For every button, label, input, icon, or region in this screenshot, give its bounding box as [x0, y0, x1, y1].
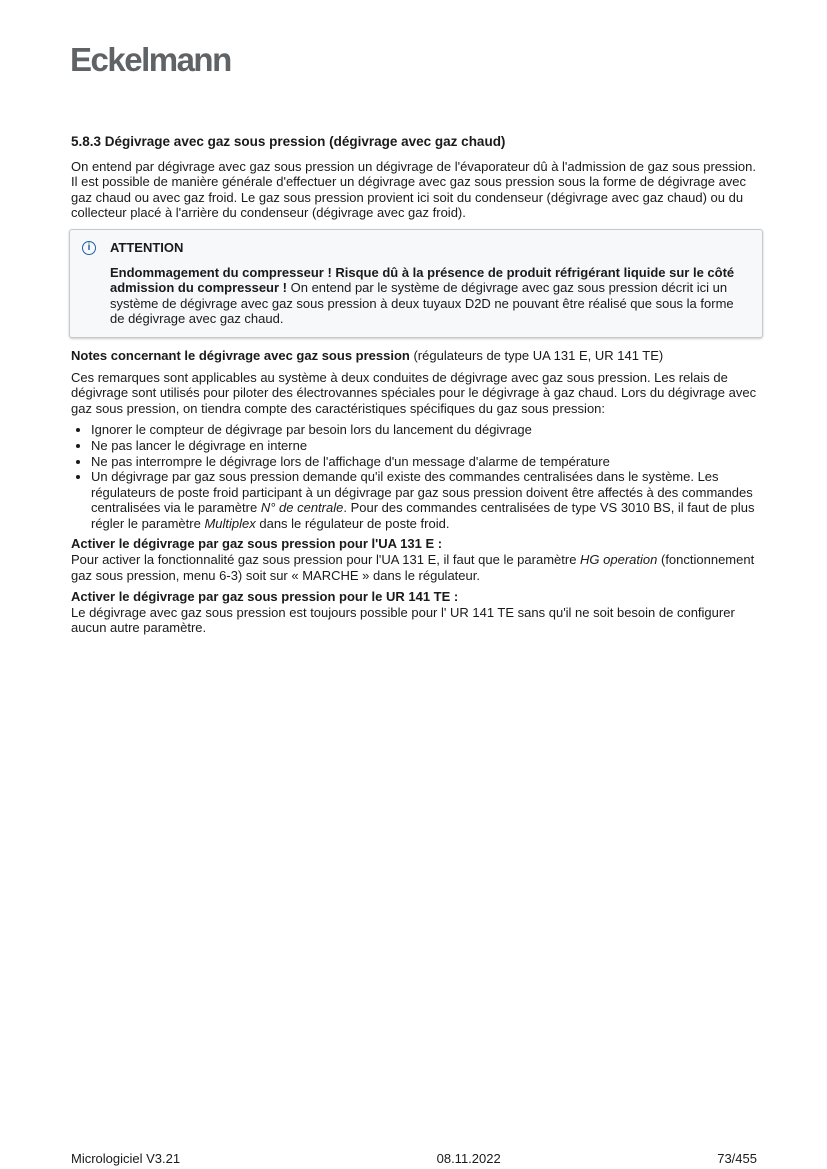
attention-text: On entend par le système de dégivrage avec gaz sous pression décrit ici un système de dégivrage avec gaz sous pression à deux tuyaux D2D ne pouvant être réalisé que sous la forme de dégivrage avec gaz chaud. — [110, 280, 734, 327]
footer-date: 08.11.2022 — [436, 1151, 501, 1166]
page-number: 73/455 — [717, 1151, 757, 1166]
list-item: • Ne pas lancer le dégivrage en interne — [91, 438, 759, 454]
attention-title: ATTENTION — [110, 239, 184, 255]
notes-heading: Notes concernant le dégivrage avec gaz sous pression — [71, 347, 410, 363]
ua-heading: Activer le dégivrage par gaz sous pression pour l'UA 131 E : — [71, 536, 443, 552]
content — [71, 134, 759, 642]
text: dans le régulateur de poste froid. — [255, 515, 450, 531]
attention-bold: Endommagement du compresseur ! Risque dû à la présence de produit réfrigérant liquide sur le côté admission du compresseur ! — [110, 264, 735, 296]
list-item — [91, 469, 759, 531]
notes-text: Ces remarques sont applicables au système à deux conduites de dégivrage avec gaz sous pression. Les relais de dégivrage sont utilisés pour piloter des électrovannes spéciales pour le dégivrage à gaz chaud. Lors du dégivrage avec gaz sous pression, on tiendra compte des caractéristiques spécifiques du gaz sous pression: — [71, 369, 757, 416]
info-icon: i — [82, 241, 96, 255]
text: (fonctionnement gaz sous pression, menu 6-3) soit sur « MARCHE » dans le régulateur. — [71, 552, 755, 583]
footer-version: Micrologiciel V3.21 — [71, 1151, 181, 1166]
intro-paragraph: On entend par dégivrage avec gaz sous pression un dégivrage de l'évaporateur dû à l'admission de gaz sous pression. Il est possible de manière générale d'effectuer un dégivrage avec gaz sous pression sous la forme de dégivrage avec gaz chaud ou avec gaz froid. Le gaz sous pression provient ici soit du condenseur (dégivrage avec gaz chaud) ou du collecteur placé à l'arrière du condenseur (dégivrage avec gaz froid). — [71, 158, 757, 221]
logo: Eckelmann — [70, 41, 231, 78]
param-name: Multiplex — [204, 515, 256, 531]
param-name: HG operation — [580, 552, 658, 568]
attention-box — [69, 229, 763, 338]
notes-heading-rest: (régulateurs de type UA 131 E, UR 141 TE) — [409, 347, 664, 363]
param-name: N° de centrale — [260, 500, 344, 516]
text: Pour activer la fonctionnalité gaz sous pression pour l'UA 131 E, il faut que le paramètre — [71, 552, 581, 568]
ur-heading: Activer le dégivrage par gaz sous pression pour le UR 141 TE : — [71, 589, 459, 605]
notes-list — [71, 422, 759, 531]
footer — [71, 1151, 757, 1167]
list-item: • Ne pas interrompre le dégivrage lors de l'affichage d'un message d'alarme de température — [91, 454, 759, 470]
text: Le dégivrage avec gaz sous pression est toujours possible pour l' UR 141 TE sans qu'il ne soit besoin de configurer aucun autre paramètre. — [71, 604, 735, 636]
text: . Pour des commandes centralisées de type VS 3010 BS, il faut de plus régler le paramètre — [91, 500, 755, 531]
list-item: • Ignorer le compteur de dégivrage par besoin lors du lancement du dégivrage — [91, 422, 759, 438]
section-title: 5.8.3 Dégivrage avec gaz sous pression (dégivrage avec gaz chaud) — [71, 134, 506, 149]
text: Un dégivrage par gaz sous pression demande qu'il existe des commandes centralisées dans le système. Les régulateurs de poste froid participant à un dégivrage par gaz sous pression doivent être affectés à des commandes centralisées via le paramètre — [91, 469, 753, 516]
